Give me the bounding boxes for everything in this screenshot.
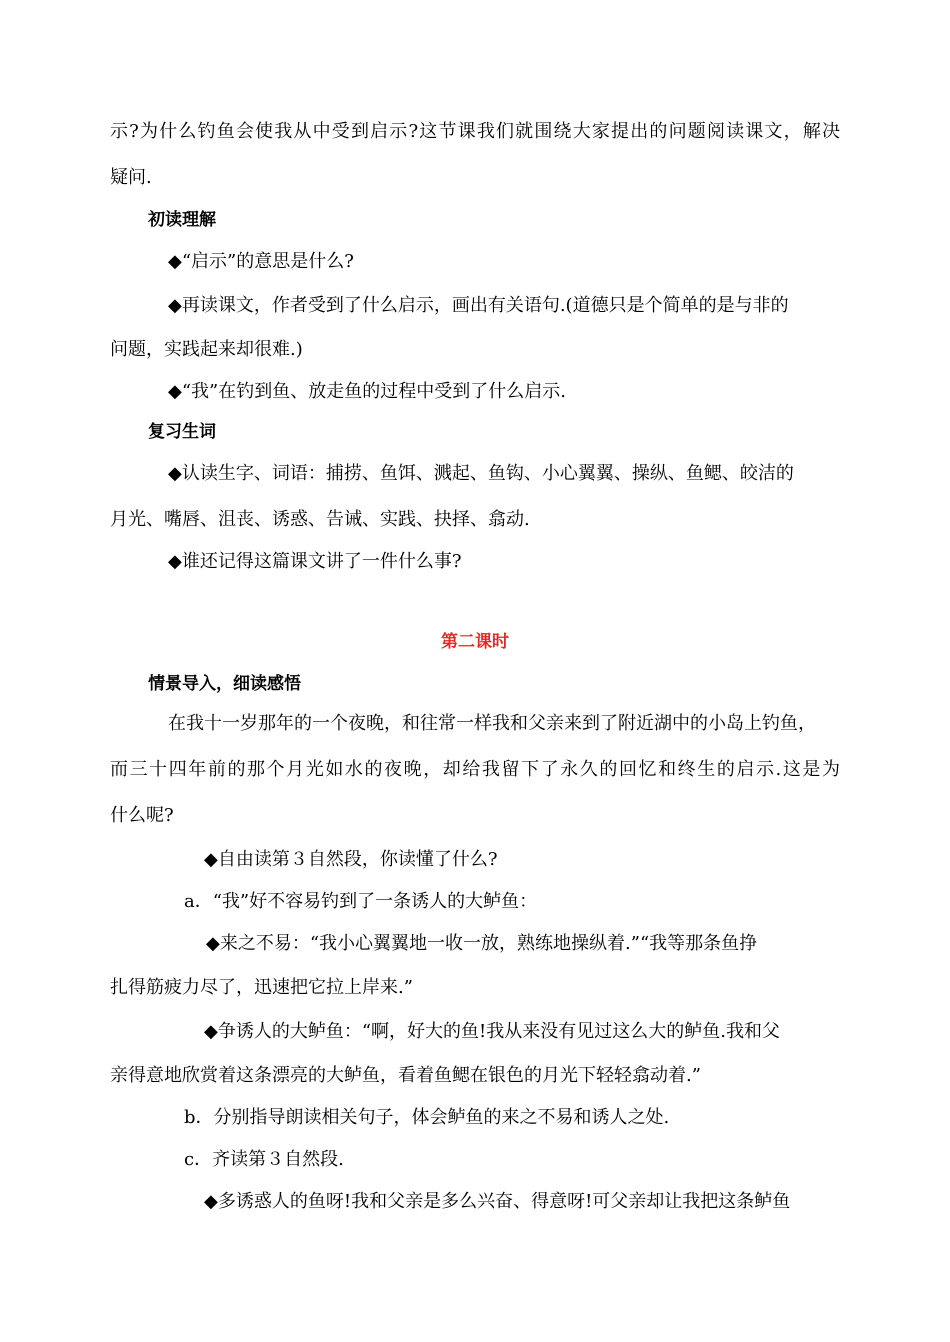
list-item: c．齐读第３自然段. xyxy=(184,1149,344,1170)
paragraph-line: 月光、嘴唇、沮丧、诱惑、告诫、实践、抉择、翕动. xyxy=(110,509,530,530)
paragraph-line: 扎得筋疲力尽了，迅速把它拉上岸来.” xyxy=(110,977,413,998)
paragraph-line: 疑问. xyxy=(110,167,152,188)
paragraph-line: 示?为什么钓鱼会使我从中受到启示?这节课我们就围绕大家提出的问题阅读课文，解决 xyxy=(110,121,840,142)
paragraph-line: 什么呢? xyxy=(110,805,174,826)
bullet-item: ◆认读生字、词语：捕捞、鱼饵、溅起、鱼钩、小心翼翼、操纵、鱼鳃、皎洁的 xyxy=(168,463,794,484)
section-heading: 情景导入，细读感悟 xyxy=(148,674,301,694)
bullet-item: ◆谁还记得这篇课文讲了一件什么事? xyxy=(168,551,462,572)
lesson-title: 第二课时 xyxy=(441,632,509,652)
paragraph-line: 而三十四年前的那个月光如水的夜晚，却给我留下了永久的回忆和终生的启示.这是为 xyxy=(110,759,840,780)
paragraph-line: 亲得意地欣赏着这条漂亮的大鲈鱼，看着鱼鳃在银色的月光下轻轻翕动着.” xyxy=(110,1065,701,1086)
section-heading: 初读理解 xyxy=(148,210,216,230)
bullet-item: ◆“我”在钓到鱼、放走鱼的过程中受到了什么启示. xyxy=(168,381,566,402)
bullet-item: ◆“启示”的意思是什么? xyxy=(168,251,354,272)
bullet-item: ◆再读课文，作者受到了什么启示，画出有关语句.(道德只是个简单的是与非的 xyxy=(168,295,789,316)
section-heading: 复习生词 xyxy=(148,422,216,442)
list-item: b．分别指导朗读相关句子，体会鲈鱼的来之不易和诱人之处. xyxy=(184,1107,670,1128)
bullet-item: ◆多诱惑人的鱼呀!我和父亲是多么兴奋、得意呀!可父亲却让我把这条鲈鱼 xyxy=(204,1191,791,1212)
bullet-item: ◆争诱人的大鲈鱼：“啊，好大的鱼!我从来没有见过这么大的鲈鱼.我和父 xyxy=(204,1021,780,1042)
bullet-item: ◆自由读第３自然段，你读懂了什么? xyxy=(204,849,498,870)
paragraph-line: 在我十一岁那年的一个夜晚，和往常一样我和父亲来到了附近湖中的小岛上钓鱼， xyxy=(168,713,816,734)
bullet-item: ◆来之不易：“我小心翼翼地一收一放，熟练地操纵着.”“我等那条鱼挣 xyxy=(206,933,758,954)
list-item: a．“我”好不容易钓到了一条诱人的大鲈鱼： xyxy=(184,891,538,912)
paragraph-line: 问题，实践起来却很难.) xyxy=(110,339,303,360)
